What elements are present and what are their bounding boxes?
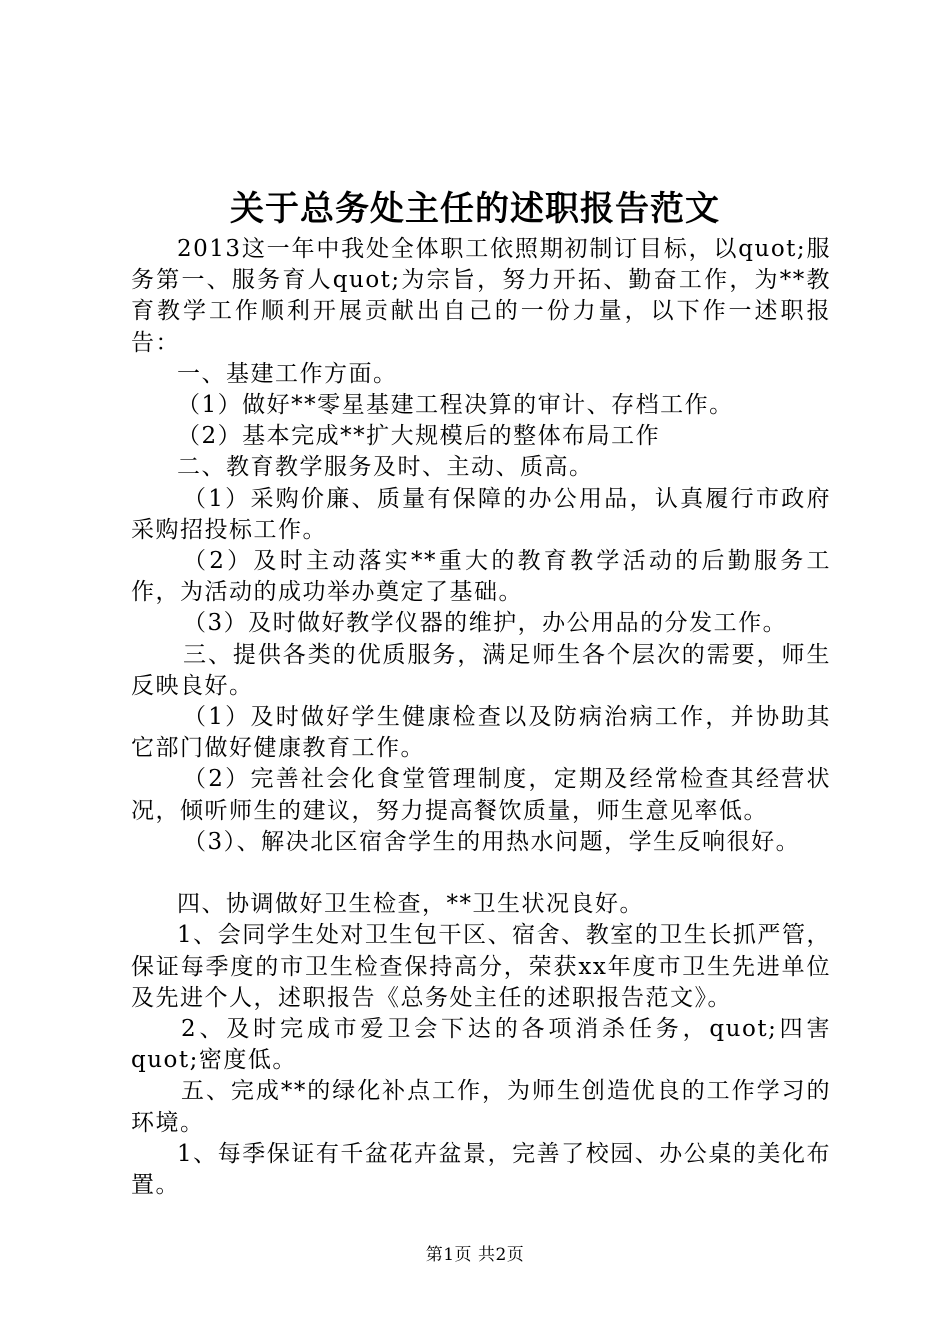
list-item: （1）做好**零星基建工程决算的审计、存档工作。	[177, 392, 734, 419]
intro-paragraph: 2013这一年中我处全体职工依照期初制订目标，以quot;服务第一、服务育人quot;为宗旨，努力开拓、勤奋工作，为**教育教学工作顺利开展贡献出自己的一份力量，以下作一述职报告：	[131, 236, 831, 356]
document-body	[131, 234, 831, 1201]
blank-line	[131, 858, 831, 889]
list-item: （1）及时做好学生健康检查以及防病治病工作，并协助其它部门做好健康教育工作。	[131, 704, 831, 762]
section-heading-1: 一、基建工作方面。	[177, 360, 398, 387]
list-item: 1、会同学生处对卫生包干区、宿舍、教室的卫生长抓严管，保证每季度的市卫生检查保持高分，荣获xx年度市卫生先进单位及先进个人，述职报告《总务处主任的述职报告范文》。	[131, 922, 831, 1011]
section-heading-2: 二、教育教学服务及时、主动、质高。	[177, 454, 594, 481]
list-item: （1）采购价廉、质量有保障的办公用品，认真履行市政府采购招投标工作。	[131, 485, 831, 543]
document-title: 关于总务处主任的述职报告范文	[230, 189, 720, 229]
section-heading-4: 四、协调做好卫生检查，**卫生状况良好。	[177, 891, 644, 918]
list-item: （2）基本完成**扩大规模后的整体布局工作	[177, 423, 661, 450]
section-heading-3: 三、提供各类的优质服务，满足师生各个层次的需要，师生反映良好。	[131, 641, 831, 699]
list-item: （3）、解决北区宿舍学生的用热水问题，学生反响很好。	[183, 828, 801, 855]
list-item: （3）及时做好教学仪器的维护，办公用品的分发工作。	[183, 610, 788, 637]
list-item: 2、及时完成市爱卫会下达的各项消杀任务，quot;四害quot;密度低。	[131, 1016, 831, 1074]
section-heading-5: 五、完成**的绿化补点工作，为师生创造优良的工作学习的环境。	[131, 1078, 831, 1136]
list-item: （2）完善社会化食堂管理制度，定期及经常检查其经营状况，倾听师生的建议，努力提高餐饮质量，师生意见率低。	[131, 766, 831, 824]
list-item: （2）及时主动落实**重大的教育教学活动的后勤服务工作，为活动的成功举办奠定了基础。	[131, 548, 831, 606]
list-item: 1、每季保证有千盆花卉盆景，完善了校园、办公桌的美化布置。	[131, 1140, 831, 1199]
page-footer: 第1页 共2页	[425, 1245, 525, 1265]
